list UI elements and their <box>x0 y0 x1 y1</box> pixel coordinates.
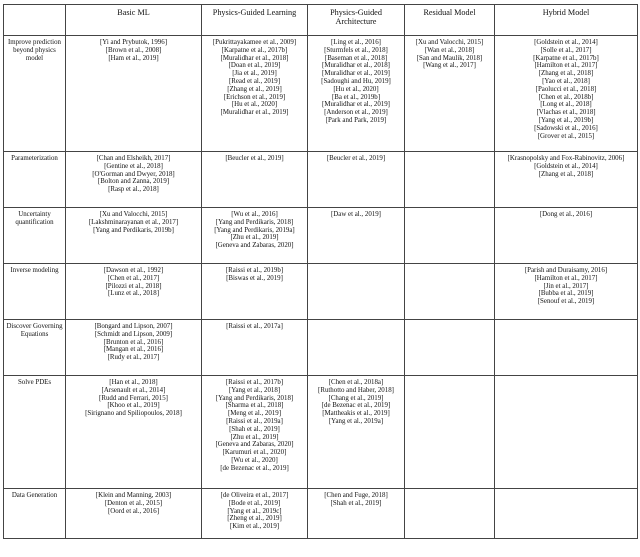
table-row <box>4 489 638 539</box>
table-cell <box>405 320 495 376</box>
citation: [Muralidhar et al., 2019] <box>322 101 390 109</box>
row-label: Data Generation <box>4 489 66 539</box>
table-cell <box>202 152 308 208</box>
citation: [Parish and Duraisamy, 2016] <box>524 267 608 274</box>
table-cell <box>405 376 495 489</box>
table-cell <box>405 489 495 539</box>
citation: [Muralidhar et al., 2019] <box>220 109 289 117</box>
citation: [Anderson et al., 2019] <box>324 109 388 117</box>
citation: [Zhang et al., 2019] <box>227 85 282 93</box>
citation: [Karumuri et al., 2020] <box>222 449 287 457</box>
table-row <box>4 208 638 264</box>
citation: [Yi and Prybutok, 1996] <box>100 39 167 46</box>
citation: [Shah et al., 2019] <box>229 425 280 433</box>
citation: [Oord et al., 2016] <box>107 507 160 515</box>
citation: [Sadoughi and Hu, 2019] <box>321 77 391 85</box>
citation: [Sharma et al., 2018] <box>225 402 284 410</box>
table-cell <box>308 264 405 320</box>
citation: [Ruthotto and Haber, 2018] <box>318 386 394 394</box>
table-row <box>4 264 638 320</box>
citation: [San and Maulik, 2018] <box>416 54 483 62</box>
citation: [Paolucci et al., 2018] <box>535 85 597 93</box>
table-cell <box>495 264 638 320</box>
survey-table-container <box>3 4 637 539</box>
citation: [Schmidt and Lipson, 2009] <box>94 330 173 338</box>
citation: [Rudd and Ferrari, 2015] <box>99 394 168 402</box>
table-cell <box>202 376 308 489</box>
table-cell <box>66 264 202 320</box>
citation: [Chen and Fuge, 2018] <box>324 492 388 499</box>
table-cell <box>308 36 405 152</box>
citation: [Gentine et al., 2018] <box>104 162 163 170</box>
table-cell <box>202 208 308 264</box>
table-row <box>4 320 638 376</box>
citation: [Park and Park, 2019] <box>325 116 387 124</box>
citation: [Wu et al., 2016] <box>231 211 278 218</box>
citation: [Khoo et al., 2019] <box>107 402 160 410</box>
row-label: Solve PDEs <box>4 376 66 489</box>
citation: [de Oliveira et al., 2017] <box>220 492 289 499</box>
table-cell <box>308 208 405 264</box>
citation: [Baseman et al., 2018] <box>324 54 388 62</box>
citation: [Kim et al., 2019] <box>229 523 280 531</box>
citation: [Muralidhar et al., 2018] <box>322 62 390 70</box>
citation: [Daw et al., 2019] <box>331 211 381 218</box>
citation: [Raissi et al., 2017a] <box>226 323 283 330</box>
citation: [Doan et al., 2019] <box>228 62 281 70</box>
citation: [Erichson et al., 2019] <box>223 93 286 101</box>
column-header-corner <box>4 5 66 36</box>
citation: [Brown et al., 2008] <box>105 46 162 54</box>
citation: [Pilozzi et al., 2018] <box>105 282 162 290</box>
citation: [Sadowski et al., 2016] <box>534 124 598 132</box>
citation: [Mangan et al., 2016] <box>103 346 164 354</box>
citation: [Jia et al., 2019] <box>232 70 277 78</box>
table-cell <box>308 489 405 539</box>
citation: [Zhu et al., 2019] <box>230 433 279 441</box>
table-cell <box>202 320 308 376</box>
row-label: Improve prediction beyond physics model <box>4 36 66 152</box>
table-cell <box>66 36 202 152</box>
citation: [Zheng et al., 2019] <box>227 515 282 523</box>
citation: [Biswas et al., 2019] <box>226 274 283 282</box>
table-cell <box>495 320 638 376</box>
citation: [Hu et al., 2020] <box>231 101 278 109</box>
citation: [Ba et al., 2019b] <box>331 93 381 101</box>
citation: [Denton et al., 2015] <box>104 499 163 507</box>
row-label: Inverse modeling <box>4 264 66 320</box>
table-cell <box>202 36 308 152</box>
citation: [Zhang et al., 2018] <box>538 70 594 78</box>
citation: [Rasp et al., 2018] <box>108 186 159 194</box>
citation: [Senouf et al., 2019] <box>537 298 595 306</box>
table-row <box>4 152 638 208</box>
citation: [de Bezenac et al., 2019] <box>321 402 391 410</box>
citation: [Xu and Valocchi, 2015] <box>99 211 168 218</box>
methods-by-objective-table <box>3 4 638 539</box>
citation: [Bongard and Lipson, 2007] <box>94 323 173 330</box>
citation: [Vlachas et al., 2018] <box>536 109 596 117</box>
citation: [Hamilton et al., 2017] <box>534 62 598 70</box>
table-cell <box>405 264 495 320</box>
citation: [Bode et al., 2019] <box>228 499 281 507</box>
citation: [Muralidhar et al., 2019] <box>322 70 390 78</box>
citation: [Solle et al., 2017] <box>540 46 592 54</box>
citation: [Yang et al., 2019c] <box>227 507 282 515</box>
citation: [O'Gorman and Dwyer, 2018] <box>92 170 175 178</box>
citation: [Wang et al., 2017] <box>423 62 476 70</box>
citation: [Yang and Perdikaris, 2018] <box>215 394 294 402</box>
citation: [Bubba et al., 2019] <box>538 290 594 298</box>
citation: [Ling et al., 2016] <box>331 39 381 46</box>
citation: [Hamilton et al., 2017] <box>534 274 598 282</box>
citation: [Beucler et al., 2019] <box>225 155 284 162</box>
citation: [Chen et al., 2018b] <box>538 93 594 101</box>
citation: [Beucler et al., 2019] <box>326 155 386 162</box>
citation: [Raissi et al., 2019b] <box>225 267 284 274</box>
table-cell <box>495 489 638 539</box>
table-body <box>4 36 638 539</box>
citation: [Chen et al., 2018a] <box>328 379 384 386</box>
table-row <box>4 376 638 489</box>
citation: [Sturmfels et al., 2018] <box>324 46 388 54</box>
citation: [Meng et al., 2019] <box>227 410 281 418</box>
citation: [Krasnopolsky and Fox-Rabinovitz, 2006] <box>507 155 625 162</box>
header-row <box>4 5 638 36</box>
row-label: Uncertainty quantification <box>4 208 66 264</box>
citation: [Chen et al., 2017] <box>107 274 160 282</box>
citation: [Lakshminarayanan et al., 2017] <box>88 218 179 226</box>
citation: [Arsenault et al., 2014] <box>101 386 166 394</box>
citation: [Lunz et al., 2018] <box>107 290 160 298</box>
citation: [Goldstein et al., 2014] <box>534 39 598 46</box>
citation: [Raissi et al., 2017b] <box>225 379 284 386</box>
citation: [Yang et al., 2018] <box>228 386 281 394</box>
citation: [Klein and Manning, 2003] <box>95 492 172 499</box>
table-cell <box>66 376 202 489</box>
citation: [Read et al., 2019] <box>228 77 281 85</box>
citation: [Chang et al., 2019] <box>328 394 384 402</box>
citation: [Yang and Perdikaris, 2019a] <box>214 226 295 234</box>
citation: [Wan et al., 2018] <box>424 46 475 54</box>
citation: [Ham et al., 2019] <box>108 54 159 62</box>
citation: [Geneva and Zabaras, 2020] <box>215 242 294 250</box>
citation: [Long et al., 2018] <box>540 101 592 109</box>
citation: [Dawson et al., 1992] <box>103 267 164 274</box>
citation: [Zhang et al., 2018] <box>538 170 594 178</box>
citation: [Yang et al., 2019b] <box>538 116 594 124</box>
table-cell <box>66 208 202 264</box>
table-cell <box>495 376 638 489</box>
citation: [Bolton and Zanna, 2019] <box>97 178 170 186</box>
citation: [Rudy et al., 2017] <box>107 354 160 362</box>
table-cell <box>308 376 405 489</box>
citation: [Jin et al., 2017] <box>543 282 589 290</box>
citation: [Goldstein et al., 2014] <box>534 162 598 170</box>
citation: [Wu et al., 2020] <box>231 456 278 464</box>
citation: [Shah et al., 2019] <box>330 499 382 507</box>
column-header-hybrid: Hybrid Model <box>495 5 638 36</box>
table-cell <box>66 320 202 376</box>
citation: [Xu and Valocchi, 2015] <box>415 39 484 46</box>
citation: [Geneva and Zabaras, 2020] <box>215 441 294 449</box>
row-label: Parameterization <box>4 152 66 208</box>
citation: [Yang and Perdikaris, 2019b] <box>93 226 174 234</box>
column-header-residual: Residual Model <box>405 5 495 36</box>
citation: [Yang et al., 2019a] <box>328 417 384 425</box>
table-cell <box>66 489 202 539</box>
citation: [Dong et al., 2016] <box>539 211 593 218</box>
table-cell <box>405 36 495 152</box>
citation: [Raissi et al., 2019a] <box>226 417 283 425</box>
citation: [Yao et al., 2018] <box>542 77 590 85</box>
citation: [Brunton et al., 2016] <box>103 338 164 346</box>
table-cell <box>202 489 308 539</box>
citation: [Pukrittayakamee et al., 2009] <box>212 39 297 46</box>
citation: [Karpatne et al., 2017b] <box>533 54 599 62</box>
table-cell <box>202 264 308 320</box>
column-header-pga: Physics-Guided Architecture <box>308 5 405 36</box>
table-cell <box>66 152 202 208</box>
citation: [Karpatne et al., 2017b] <box>221 46 288 54</box>
citation: [Muralidhar et al., 2018] <box>220 54 289 62</box>
citation: [Chan and Elsheikh, 2017] <box>96 155 171 162</box>
table-cell <box>308 152 405 208</box>
citation: [Yang and Perdikaris, 2018] <box>215 218 294 226</box>
table-cell <box>495 208 638 264</box>
citation: [Hu et al., 2020] <box>333 85 379 93</box>
table-cell <box>495 36 638 152</box>
citation: [Zhu et al., 2019] <box>230 234 279 242</box>
table-cell <box>308 320 405 376</box>
citation: [de Bezenac et al., 2019] <box>220 464 289 472</box>
column-header-pgl: Physics-Guided Learning <box>202 5 308 36</box>
column-header-basic-ml: Basic ML <box>66 5 202 36</box>
table-cell <box>405 152 495 208</box>
table-cell <box>405 208 495 264</box>
citation: [Mattheakis et al., 2019] <box>322 410 390 418</box>
citation: [Grover et al., 2015] <box>537 132 595 140</box>
citation: [Sirignano and Spiliopoulos, 2018] <box>85 410 182 418</box>
row-label: Discover Governing Equations <box>4 320 66 376</box>
table-cell <box>495 152 638 208</box>
citation: [Han et al., 2018] <box>109 379 158 386</box>
table-row <box>4 36 638 152</box>
